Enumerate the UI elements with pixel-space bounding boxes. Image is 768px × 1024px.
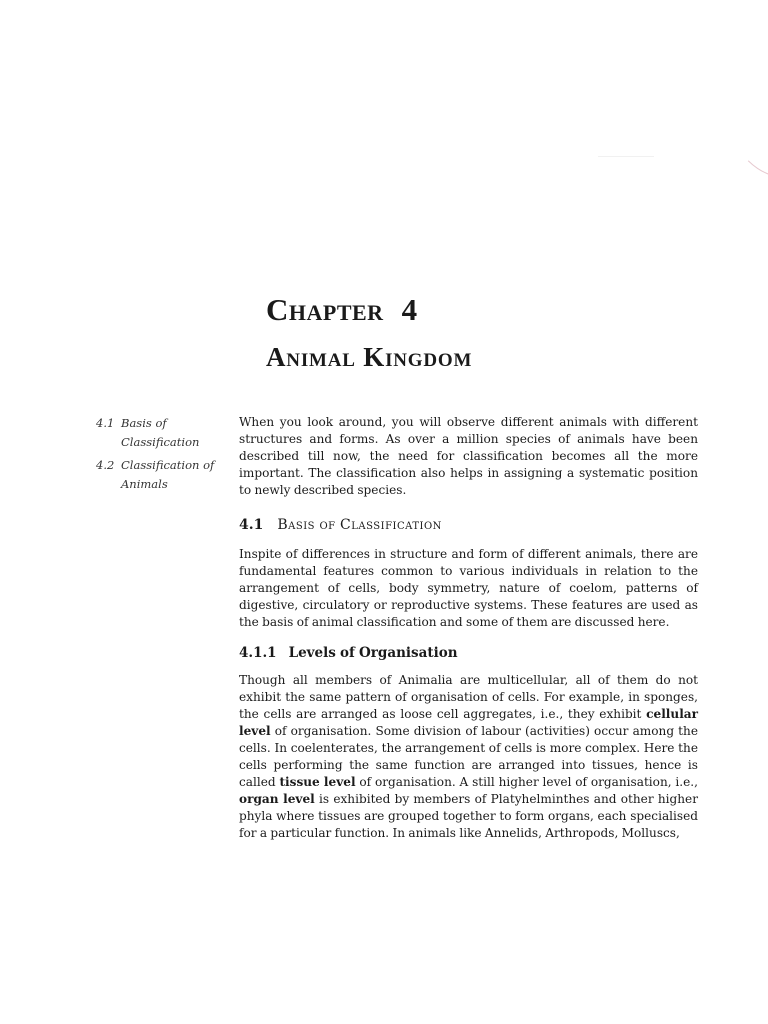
corner-decoration xyxy=(730,118,768,179)
subsection-title: Levels of Organisation xyxy=(288,645,458,661)
chapter-toc xyxy=(96,414,231,498)
term-organ-level: organ level xyxy=(239,792,315,806)
section-paragraph: Inspite of differences in structure and form of different animals, there are fundamental features common to various individuals in relation to the arrangement of cells, body symmetry, nature of coelom, patterns of digestive, circulatory or reproductive systems. These features are used as the basis of animal classification and some of them are discussed here. xyxy=(239,547,698,629)
subsection-heading xyxy=(239,645,698,662)
subsection-number: 4.1.1 xyxy=(239,645,277,661)
chapter-label: Chapter 4 xyxy=(266,292,418,327)
toc-item[interactable] xyxy=(96,414,231,452)
chapter-number: 4 xyxy=(401,292,418,327)
toc-item-text: Basis of Classification xyxy=(121,416,200,449)
toc-item-number: 4.1 xyxy=(96,416,115,430)
main-text xyxy=(239,414,698,842)
chapter-title: Animal Kingdom xyxy=(266,342,473,372)
toc-item-number: 4.2 xyxy=(96,458,115,472)
toc-item-text: Classification of Animals xyxy=(121,458,215,491)
section-title: Basis of Classification xyxy=(277,517,442,533)
term-cellular-level: cellular level xyxy=(239,707,698,738)
top-rule xyxy=(598,156,654,157)
section-number: 4.1 xyxy=(239,517,264,533)
term-tissue-level: tissue level xyxy=(279,775,356,789)
subsection-paragraph: Though all members of Animalia are multicellular, all of them do not exhibit the same pattern of organisation of cells. For example, in sponges, the cells are arranged as loose cell aggregates, i.e., they exhibit cellular level of organisation. Some division of labour (activities) occur among the cells. In coelenterates, the arrangement of cells is more complex. Here the cells performing the same function are arranged into tissues, hence is called tissue level of organisation. A still higher level of organisation, i.e., organ level is exhibited by members of Platyhelminthes and other higher phyla where tissues are grouped together to form organs, each specialised for a particular function. In animals like Annelids, Arthropods, Molluscs, xyxy=(239,673,698,840)
section-heading xyxy=(239,517,698,534)
toc-item[interactable] xyxy=(96,456,231,494)
intro-paragraph: When you look around, you will observe different animals with different structures and forms. As over a million species of animals have been described till now, the need for classification becomes all the more important. The classification also helps in assigning a systematic position to newly described species. xyxy=(239,415,698,497)
